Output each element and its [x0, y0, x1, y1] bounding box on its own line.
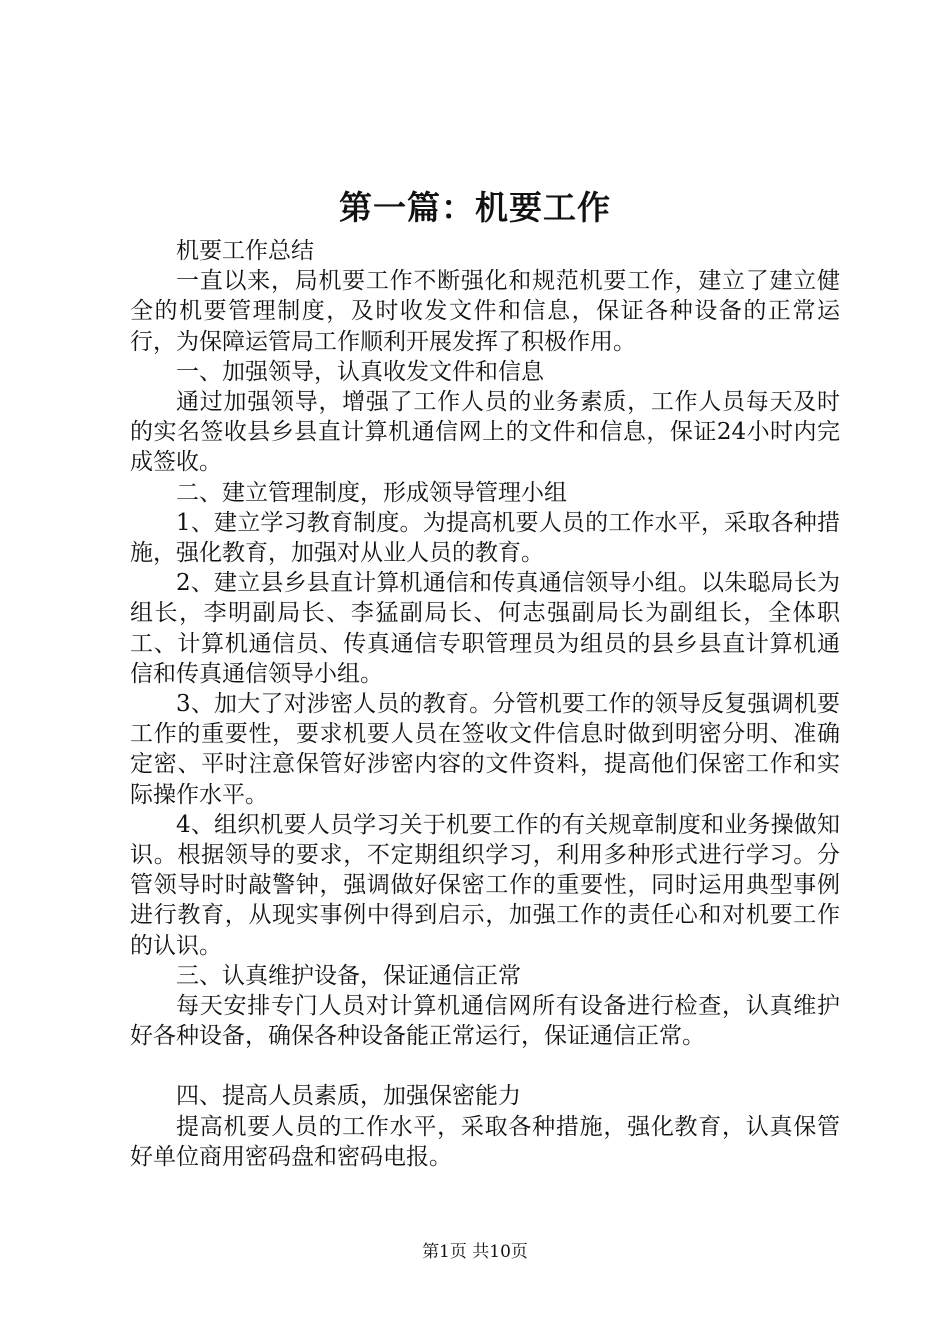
paragraph-intro: 一直以来，局机要工作不断强化和规范机要工作，建立了建立健全的机要管理制度，及时收发文件和信息，保证各种设备的正常运行，为保障运管局工作顺利开展发挥了积极作用。 [130, 268, 840, 355]
paragraph-item-1: 1、建立学习教育制度。为提高机要人员的工作水平，采取各种措施，强化教育，加强对从业人员的教育。 [130, 509, 840, 567]
section-heading-3: 三、认真维护设备，保证通信正常 [176, 962, 521, 989]
document-title: 第一篇：机要工作 [339, 188, 611, 227]
paragraph-section-3: 每天安排专门人员对计算机通信网所有设备进行检查，认真维护好各种设备，确保各种设备能正常运行，保证通信正常。 [130, 993, 840, 1050]
paragraph-section-1: 通过加强领导，增强了工作人员的业务素质，工作人员每天及时的实名签收县乡县直计算机通信网上的文件和信息，保证24小时内完成签收。 [130, 389, 840, 476]
section-heading-4: 四、提高人员素质，加强保密能力 [176, 1083, 521, 1110]
document-body [130, 236, 840, 1172]
paragraph-summary-heading: 机要工作总结 [176, 238, 314, 264]
paragraph-item-2: 2、建立县乡县直计算机通信和传真通信领导小组。以朱聪局长为组长，李明副局长、李猛副局长、何志强副局长为副组长，全体职工、计算机通信员、传真通信专职管理员为组员的县乡县直计算机通信和传真通信领导小组。 [130, 570, 840, 687]
paragraph-item-3: 3、加大了对涉密人员的教育。分管机要工作的领导反复强调机要工作的重要性，要求机要人员在签收文件信息时做到明密分明、准确定密、平时注意保管好涉密内容的文件资料，提高他们保密工作和实际操作水平。 [130, 691, 840, 808]
section-heading-1: 一、加强领导，认真收发文件和信息 [176, 358, 544, 385]
paragraph-item-4: 4、组织机要人员学习关于机要工作的有关规章制度和业务操做知识。根据领导的要求，不定期组织学习，利用多种形式进行学习。分管领导时时敲警钟，强调做好保密工作的重要性，同时运用典型事例进行教育，从现实事例中得到启示，加强工作的责任心和对机要工作的认识。 [130, 811, 840, 959]
paragraph-section-4: 提高机要人员的工作水平，采取各种措施，强化教育，认真保管好单位商用密码盘和密码电报。 [130, 1113, 840, 1170]
page-footer: 第1页 共10页 [422, 1242, 528, 1262]
section-heading-2: 二、建立管理制度，形成领导管理小组 [176, 479, 567, 506]
